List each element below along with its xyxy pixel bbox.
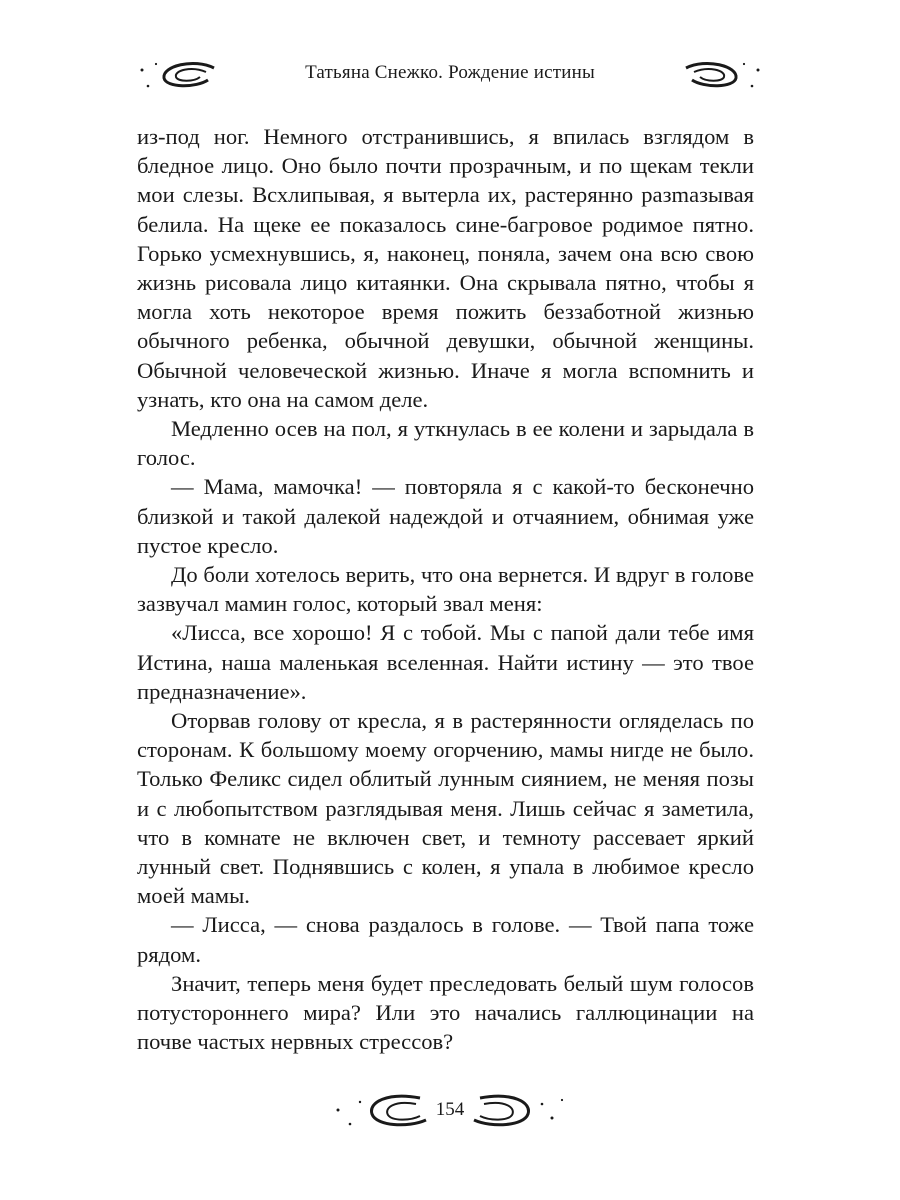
paragraph-dialogue: — Мама, мамочка! — повторяла я с какой-то бесконечно близкой и такой далекой надеждой и отчаянием, обнимая уже пустое кресло. bbox=[137, 474, 754, 558]
running-header bbox=[130, 52, 770, 96]
paragraph: Оторвав голову от кресла, я в растерянности огляделась по сторонам. К большому моему огорчению, мамы нигде не было. Только Феликс сидел облитый лунным сиянием, не меняя позы и с любопытством разглядывая меня. Лишь сейчас я заметила, что в комнате не включен свет, и темноту рассевает яркий лунный свет. Поднявшись с колен, я упала в любимое кресло моей мамы. bbox=[137, 708, 754, 909]
paragraph-quote: «Лисса, все хорошо! Я с тобой. Мы с папой дали тебе имя Истина, наша маленькая вселенная. Найти истину — это твое предназначение». bbox=[137, 620, 754, 704]
paragraph: Медленно осев на пол, я уткнулась в ее колени и зарыдала в голос. bbox=[137, 416, 754, 471]
header-right-swirl-icon bbox=[680, 58, 764, 92]
body-text bbox=[137, 122, 754, 1057]
paragraph: До боли хотелось верить, что она вернется. И вдруг в голове зазвучал мамин голос, который звал меня: bbox=[137, 562, 754, 617]
page-footer bbox=[330, 1088, 570, 1138]
running-header-title: Татьяна Снежко. Рождение истины bbox=[305, 62, 595, 83]
paragraph: Значит, теперь меня будет преследовать белый шум голосов потустороннего мира? Или это начались галлюцинации на почве частых нервных стрессов? bbox=[137, 970, 754, 1055]
paragraph: из-под ног. Немного отстранившись, я впилась взглядом в бледное лицо. Оно было почти прозрачным, и по щекам текли мои слезы. Всхлипывая, я вытерла их, растерянно разmазывая белила. На щеке ее показалось сине-багровое родимое пятно. Горько усмехнувшись, я, наконец, поняла, зачем она всю свою жизнь рисовала лицо китаянки. Она скрывала пятно, чтобы я могла хоть некоторое время пожить беззаботной жизнью обычного ребенка, обычной девушки, обычной женщины. Обычной человеческой жизнью. Иначе я могла вспомнить и узнать, кто она на самом деле. bbox=[137, 124, 754, 412]
page-number: 154 bbox=[435, 1099, 465, 1120]
paragraph-dialogue: — Лисса, — снова раздалось в голове. — Твой папа тоже рядом. bbox=[137, 912, 754, 967]
